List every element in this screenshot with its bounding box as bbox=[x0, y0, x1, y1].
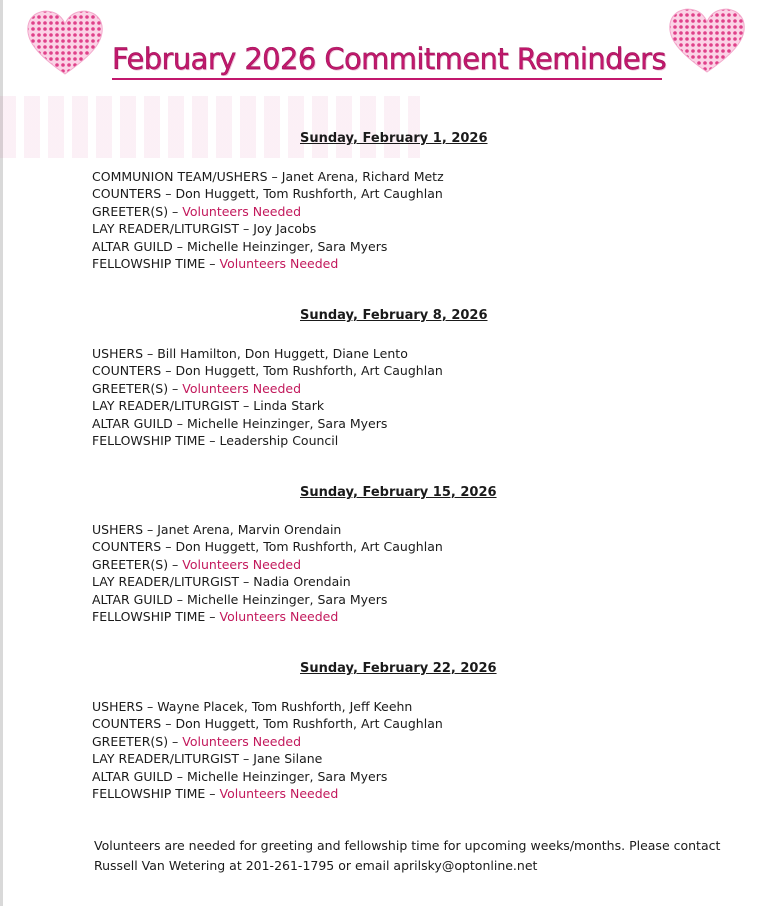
role-line: FELLOWSHIP TIME – Volunteers Needed bbox=[92, 255, 339, 271]
role-label: USHERS bbox=[92, 346, 144, 361]
role-label: ALTAR GUILD bbox=[92, 591, 173, 607]
role-people: Janet Arena, Marvin Orendain bbox=[157, 522, 342, 537]
role-line: COUNTERS – Don Huggett, Tom Rushforth, Art Caughlan bbox=[92, 716, 443, 732]
role-line: GREETER(S) – Volunteers Needed bbox=[92, 380, 302, 396]
role-line: GREETER(S) – Volunteers Needed bbox=[92, 203, 302, 219]
role-people: Don Huggett, Tom Rushforth, Art Caughlan bbox=[175, 186, 443, 202]
role-label: ALTAR GUILD bbox=[92, 415, 173, 431]
role-line: GREETER(S) – Volunteers Needed bbox=[92, 733, 302, 749]
week-heading: Sunday, February 8, 2026 bbox=[300, 308, 488, 323]
week-heading: Sunday, February 22, 2026 bbox=[300, 661, 497, 676]
role-label: USHERS bbox=[92, 699, 144, 714]
bleed-through-artifact bbox=[0, 96, 420, 158]
role-people: Michelle Heinzinger, Sara Myers bbox=[186, 768, 388, 784]
volunteers-needed: Volunteers Needed bbox=[219, 785, 339, 801]
role-line: GREETER(S) – Volunteers Needed bbox=[92, 556, 302, 572]
role-line: USHERS – Bill Hamilton, Don Huggett, Diane Lento bbox=[92, 346, 408, 361]
role-people: Nadia Orendain bbox=[253, 574, 351, 590]
role-label: FELLOWSHIP TIME bbox=[92, 608, 206, 624]
role-line: ALTAR GUILD – Michelle Heinzinger, Sara Myers bbox=[92, 768, 388, 784]
role-people: Jane Silane bbox=[253, 751, 323, 767]
volunteers-needed: Volunteers Needed bbox=[182, 556, 302, 572]
role-line: ALTAR GUILD – Michelle Heinzinger, Sara Myers bbox=[92, 238, 388, 254]
page-title: February 2026 Commitment Reminders bbox=[112, 42, 666, 76]
role-label: GREETER(S) bbox=[92, 556, 169, 572]
role-label: USHERS bbox=[92, 522, 144, 537]
role-people: Michelle Heinzinger, Sara Myers bbox=[186, 238, 388, 254]
volunteers-needed: Volunteers Needed bbox=[182, 733, 302, 749]
role-line: COUNTERS – Don Huggett, Tom Rushforth, Art Caughlan bbox=[92, 186, 443, 202]
volunteers-needed: Volunteers Needed bbox=[219, 255, 339, 271]
contact-note-line1: Volunteers are needed for greeting and fellowship time for upcoming weeks/months. Please contact bbox=[94, 838, 721, 853]
role-people: Leadership Council bbox=[219, 432, 339, 448]
week-roles-list bbox=[92, 521, 443, 625]
role-people: Don Huggett, Tom Rushforth, Art Caughlan bbox=[175, 363, 443, 379]
role-label: ALTAR GUILD bbox=[92, 238, 173, 254]
heart-icon-left bbox=[24, 8, 106, 78]
role-label: COMMUNION TEAM/USHERS bbox=[92, 169, 268, 184]
role-line: COUNTERS – Don Huggett, Tom Rushforth, Art Caughlan bbox=[92, 363, 443, 379]
role-line: COUNTERS – Don Huggett, Tom Rushforth, Art Caughlan bbox=[92, 539, 443, 555]
role-label: LAY READER/LITURGIST bbox=[92, 221, 240, 237]
week-heading: Sunday, February 1, 2026 bbox=[300, 131, 488, 146]
role-people: Michelle Heinzinger, Sara Myers bbox=[186, 591, 388, 607]
role-people: Janet Arena, Richard Metz bbox=[281, 169, 444, 184]
role-line: FELLOWSHIP TIME – Leadership Council bbox=[92, 432, 339, 448]
role-line: LAY READER/LITURGIST – Joy Jacobs bbox=[92, 221, 317, 237]
contact-note bbox=[94, 836, 734, 875]
heart-icon-right bbox=[666, 6, 748, 76]
role-line: FELLOWSHIP TIME – Volunteers Needed bbox=[92, 608, 339, 624]
week-roles-list bbox=[92, 698, 443, 802]
role-people: Linda Stark bbox=[253, 398, 325, 414]
role-label: FELLOWSHIP TIME bbox=[92, 432, 206, 448]
role-label: COUNTERS bbox=[92, 716, 162, 732]
volunteers-needed: Volunteers Needed bbox=[182, 380, 302, 396]
role-label: FELLOWSHIP TIME bbox=[92, 785, 206, 801]
role-line: COMMUNION TEAM/USHERS – Janet Arena, Richard Metz bbox=[92, 169, 444, 184]
role-people: Michelle Heinzinger, Sara Myers bbox=[186, 415, 388, 431]
role-people: Wayne Placek, Tom Rushforth, Jeff Keehn bbox=[157, 699, 413, 714]
role-line: FELLOWSHIP TIME – Volunteers Needed bbox=[92, 785, 339, 801]
role-label: GREETER(S) bbox=[92, 733, 169, 749]
role-label: FELLOWSHIP TIME bbox=[92, 255, 206, 271]
volunteers-needed: Volunteers Needed bbox=[182, 203, 302, 219]
role-label: COUNTERS bbox=[92, 186, 162, 202]
role-label: LAY READER/LITURGIST bbox=[92, 398, 240, 414]
role-people: Don Huggett, Tom Rushforth, Art Caughlan bbox=[175, 716, 443, 732]
role-label: GREETER(S) bbox=[92, 203, 169, 219]
role-label: COUNTERS bbox=[92, 363, 162, 379]
week-roles-list bbox=[92, 168, 444, 272]
role-label: GREETER(S) bbox=[92, 380, 169, 396]
role-line: LAY READER/LITURGIST – Linda Stark bbox=[92, 398, 325, 414]
title-underline bbox=[112, 78, 662, 80]
contact-note-line2: Russell Van Wetering at 201-261-1795 or email aprilsky@optonline.net bbox=[94, 857, 538, 873]
role-people: Don Huggett, Tom Rushforth, Art Caughlan bbox=[175, 539, 443, 555]
role-label: LAY READER/LITURGIST bbox=[92, 751, 240, 767]
role-line: LAY READER/LITURGIST – Nadia Orendain bbox=[92, 574, 351, 590]
role-line: USHERS – Janet Arena, Marvin Orendain bbox=[92, 522, 342, 537]
role-line: USHERS – Wayne Placek, Tom Rushforth, Jeff Keehn bbox=[92, 699, 413, 714]
role-line: ALTAR GUILD – Michelle Heinzinger, Sara Myers bbox=[92, 591, 388, 607]
volunteers-needed: Volunteers Needed bbox=[219, 608, 339, 624]
role-label: ALTAR GUILD bbox=[92, 768, 173, 784]
role-people: Bill Hamilton, Don Huggett, Diane Lento bbox=[157, 346, 408, 361]
role-line: ALTAR GUILD – Michelle Heinzinger, Sara Myers bbox=[92, 415, 388, 431]
role-label: COUNTERS bbox=[92, 539, 162, 555]
role-label: LAY READER/LITURGIST bbox=[92, 574, 240, 590]
role-people: Joy Jacobs bbox=[253, 221, 317, 237]
role-line: LAY READER/LITURGIST – Jane Silane bbox=[92, 751, 323, 767]
week-roles-list bbox=[92, 345, 443, 449]
week-heading: Sunday, February 15, 2026 bbox=[300, 485, 497, 500]
